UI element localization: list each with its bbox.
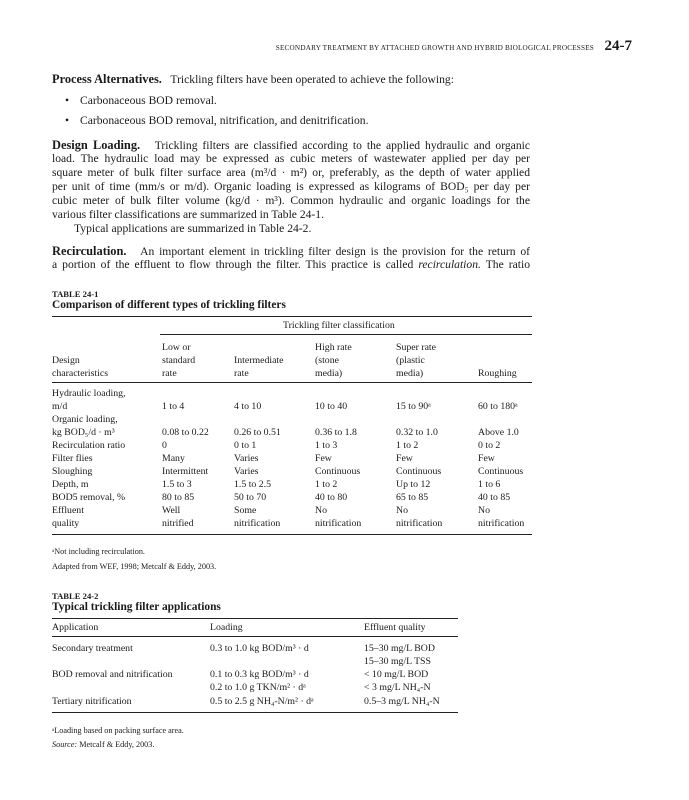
table1-col-header: Low or standard rate	[162, 342, 196, 379]
design-loading-line	[52, 138, 530, 153]
table-cell: Hydraulic loading,	[52, 388, 126, 399]
table1-col-header: High rate (stone media)	[315, 342, 352, 379]
table1-group-header: Trickling filter classification	[283, 320, 395, 331]
table-cell: 40 to 85	[478, 492, 511, 503]
table-cell: Continuous	[315, 466, 361, 477]
table-cell: No	[315, 505, 327, 516]
process-alternatives-text: Trickling filters have been operated to achieve the following:	[170, 73, 454, 86]
table-cell: Up to 12	[396, 479, 431, 490]
table2-source	[52, 740, 154, 749]
table1-top-rule	[52, 316, 532, 317]
table-cell: 0.08 to 0.22	[162, 427, 209, 438]
table-cell: 4 to 10	[234, 401, 262, 412]
table-cell: Secondary treatment	[52, 643, 133, 654]
table-cell: Intermittent	[162, 466, 209, 477]
table-cell: Varies	[234, 453, 259, 464]
source-text: Metcalf & Eddy, 2003.	[79, 740, 155, 749]
table-cell: 1 to 2	[396, 440, 419, 451]
table-cell: 10 to 40	[315, 401, 348, 412]
source-label: Source:	[52, 740, 78, 749]
table-cell: 15 to 90ᵃ	[396, 401, 431, 412]
recirculation-text: The ratio	[480, 258, 531, 271]
table2-bottom-rule	[52, 712, 458, 713]
table-cell: m/d	[52, 401, 68, 412]
table2-col-header: Loading	[210, 622, 243, 633]
table-cell: BOD5 removal, %	[52, 492, 126, 503]
table-cell: Continuous	[478, 466, 524, 477]
bullet-item	[65, 114, 368, 127]
table-cell: Sloughing	[52, 466, 93, 477]
bullet-icon: •	[65, 114, 70, 127]
table-cell: Continuous	[396, 466, 442, 477]
table1-bottom-rule	[52, 534, 532, 535]
table1-col-header: Roughing	[478, 368, 517, 379]
recirculation-term: recirculation.	[418, 258, 481, 271]
table-cell: 0.36 to 1.8	[315, 427, 357, 438]
table-cell: Organic loading,	[52, 414, 118, 425]
table-cell: Well	[162, 505, 181, 516]
recirculation-text: a portion of the effluent to flow through the filter. This practice is called	[52, 258, 419, 271]
table-cell: Tertiary nitrification	[52, 696, 132, 707]
table1-col-header: Design characteristics	[52, 355, 109, 379]
table-cell: 1 to 3	[315, 440, 338, 451]
table-cell: nitrified	[162, 518, 194, 529]
bullet-text: Carbonaceous BOD removal, nitrification, and denitrification.	[80, 114, 369, 127]
table2-col-header: Effluent quality	[364, 622, 426, 633]
table-cell: 0.26 to 0.51	[234, 427, 281, 438]
process-alternatives-heading: Process Alternatives.	[52, 72, 162, 86]
design-loading-text: Trickling filters are classified according to the applied hydraulic and organic	[154, 139, 530, 152]
design-loading-line: various filter classifications are summarized in Table 24-1.	[52, 208, 324, 221]
design-loading-heading: Design Loading.	[52, 138, 141, 152]
table-cell: 0 to 2	[478, 440, 501, 451]
table1-header-rule	[52, 382, 532, 383]
table-cell: 0	[162, 440, 167, 451]
design-loading-line: per unit of time (mm/s or m/d). Organic loading is expressed as kilograms of BOD₅ per day per	[52, 180, 530, 193]
recirculation-line	[52, 258, 530, 272]
table-cell: 65 to 85	[396, 492, 429, 503]
table2-title: Typical trickling filter applications	[52, 601, 221, 613]
table1-col-header: Intermediate rate	[234, 355, 284, 379]
table-cell: 60 to 180ᵃ	[478, 401, 518, 412]
table-cell: No	[396, 505, 408, 516]
table-cell: 1 to 2	[315, 479, 338, 490]
table-cell: quality	[52, 518, 80, 529]
table-cell: nitrification	[315, 518, 362, 529]
table2-label: TABLE 24-2	[52, 591, 99, 601]
table-cell: nitrification	[396, 518, 443, 529]
bullet-item	[65, 94, 217, 107]
table-cell: 1.5 to 3	[162, 479, 192, 490]
table-cell: Few	[478, 453, 495, 464]
table-cell: nitrification	[234, 518, 281, 529]
running-title: SECONDARY TREATMENT BY ATTACHED GROWTH AND HYBRID BIOLOGICAL PROCESSES	[275, 44, 594, 52]
table-cell: Few	[315, 453, 332, 464]
table-cell: Above 1.0	[478, 427, 519, 438]
table-cell: 1 to 6	[478, 479, 501, 490]
table2-footnote: ᵃLoading based on packing surface area.	[52, 726, 184, 735]
table-cell: 80 to 85	[162, 492, 195, 503]
design-loading-line: load. The hydraulic load may be expressed as cubic meters of wastewater applied per day per	[52, 152, 530, 165]
table-cell: 15–30 mg/L TSS	[364, 656, 431, 667]
process-alternatives-paragraph	[52, 72, 530, 87]
table-cell: 1 to 4	[162, 401, 185, 412]
table-cell: Varies	[234, 466, 259, 477]
table-cell: 1.5 to 2.5	[234, 479, 272, 490]
table1-footnote: ᵃNot including recirculation.	[52, 547, 145, 556]
recirculation-text: An important element in trickling filter design is the provision for the return of	[140, 245, 530, 258]
table-cell: BOD removal and nitrification	[52, 669, 173, 680]
table-cell: Filter flies	[52, 453, 93, 464]
page-number: 24-7	[604, 38, 632, 54]
table-cell: < 10 mg/L BOD	[364, 669, 429, 680]
table-cell: 0.5 to 2.5 g NH₄-N/m² · dᵃ	[210, 696, 314, 707]
table2-header-rule	[52, 636, 458, 637]
table1-label: TABLE 24-1	[52, 289, 99, 299]
table-cell: kg BOD₅/d · m³	[52, 427, 115, 438]
table-cell: 0.5–3 mg/L NH₄-N	[364, 696, 440, 707]
table-cell: 0.1 to 0.3 kg BOD/m³ · d	[210, 669, 309, 680]
recirculation-line	[52, 244, 530, 259]
table-cell: nitrification	[478, 518, 525, 529]
table1-title: Comparison of different types of trickling filters	[52, 299, 286, 311]
table2-top-rule	[52, 618, 458, 619]
table1-source: Adapted from WEF, 1998; Metcalf & Eddy, 2003.	[52, 562, 217, 571]
design-loading-line: square meter of bulk filter surface area (m³/d · m²) or, preferably, as the depth of water applied	[52, 166, 530, 179]
table-cell: 0 to 1	[234, 440, 257, 451]
design-loading-line: cubic meter of bulk filter volume (kg/d · m³). Common hydraulic and organic loadings for the	[52, 194, 530, 207]
table-cell: 0.2 to 1.0 g TKN/m² · dᵃ	[210, 682, 306, 693]
design-loading-second: Typical applications are summarized in Table 24-2.	[74, 222, 312, 235]
table-cell: Effluent	[52, 505, 84, 516]
table-cell: 0.32 to 1.0	[396, 427, 438, 438]
table-cell: 15–30 mg/L BOD	[364, 643, 435, 654]
recirculation-heading: Recirculation.	[52, 244, 127, 258]
table-cell: Depth, m	[52, 479, 89, 490]
table-cell: Few	[396, 453, 413, 464]
table-cell: 0.3 to 1.0 kg BOD/m³ · d	[210, 643, 309, 654]
table1-group-rule	[160, 334, 532, 335]
table-cell: Some	[234, 505, 257, 516]
table-cell: Many	[162, 453, 185, 464]
table-cell: < 3 mg/L NH₄-N	[364, 682, 431, 693]
table-cell: 50 to 70	[234, 492, 267, 503]
table-cell: No	[478, 505, 490, 516]
table2-col-header: Application	[52, 622, 99, 633]
table-cell: 40 to 80	[315, 492, 348, 503]
table-cell: Recirculation ratio	[52, 440, 126, 451]
bullet-text: Carbonaceous BOD removal.	[80, 94, 217, 107]
bullet-icon: •	[65, 94, 70, 107]
running-header	[52, 38, 632, 58]
table1-col-header: Super rate (plastic media)	[396, 342, 436, 379]
